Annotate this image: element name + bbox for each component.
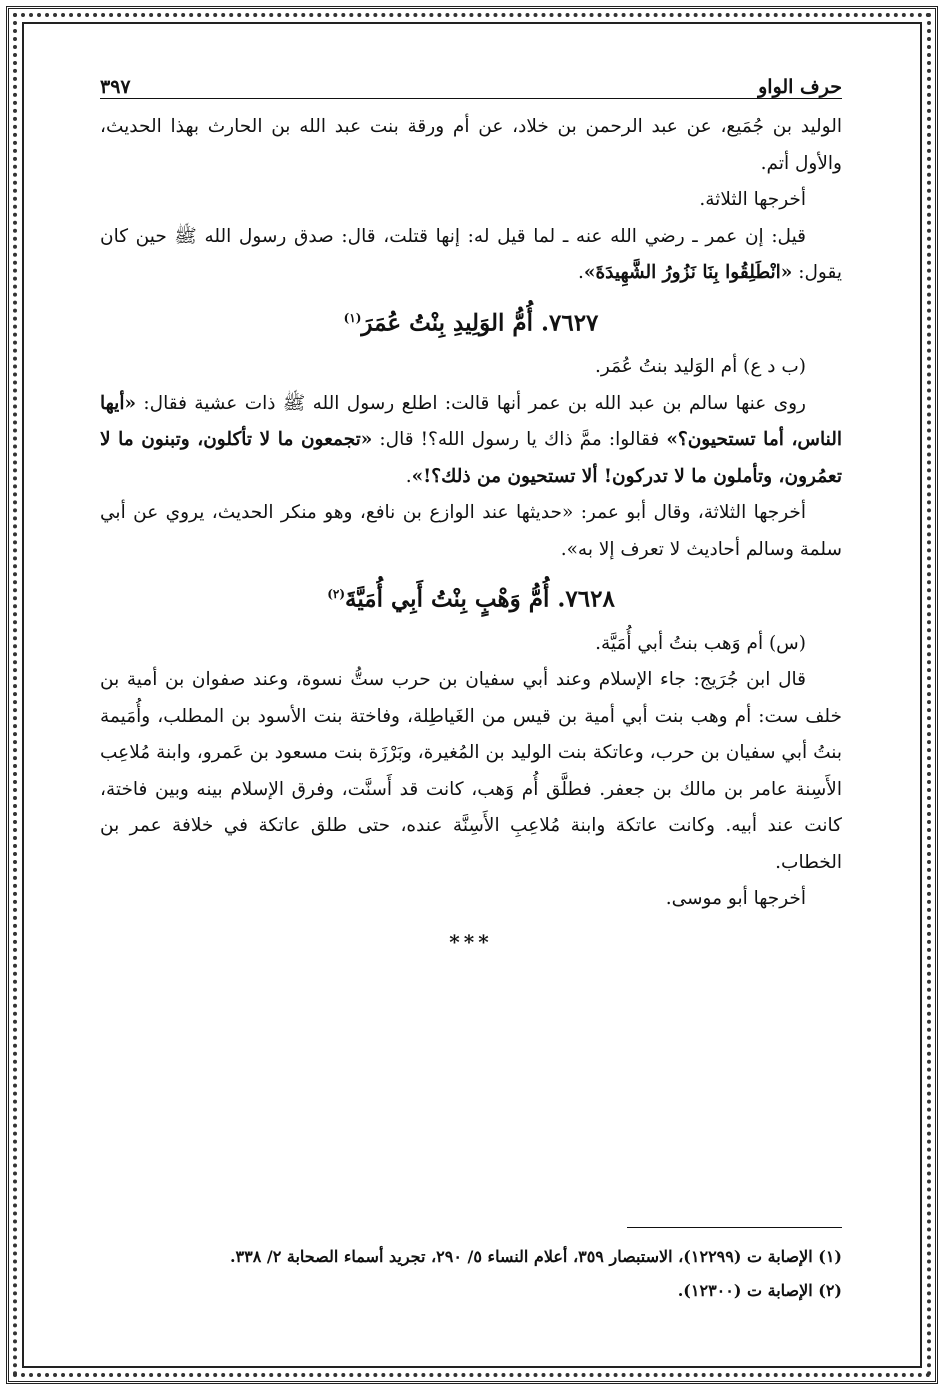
paragraph: الوليد بن جُمَيع، عن عبد الرحمن بن خلاد، عن أم ورقة بنت عبد الله بن الحارث بهذا الحديث، والأول أتم.: [100, 116, 842, 174]
entry-intro: (ب د ع) أم الوَليد بنتُ عُمَر.: [595, 356, 806, 378]
page-number: ٣٩٧: [100, 76, 131, 98]
paragraph: أخرجها الثلاثة، وقال أبو عمر: «حديثها عند الوازع بن نافع، وهو منكر الحديث، يروي عن أبي سلمة وسالم أحاديث لا تعرف إلا به».: [100, 502, 842, 560]
paragraph: [100, 386, 842, 496]
entry-heading: [100, 296, 842, 346]
section-separator: ***: [449, 929, 493, 954]
paragraph: أخرجها أبو موسى.: [665, 888, 806, 910]
running-header: [100, 58, 842, 99]
chapter-title: حرف الواو: [758, 76, 842, 98]
hadith-quote: «انْطَلِقُوا بِنَا نَزُورُ الشَّهِيدَةَ»: [583, 262, 793, 283]
footnotes: [100, 1227, 842, 1308]
paragraph: أخرجها الثلاثة.: [699, 189, 806, 210]
page-content: [100, 58, 842, 960]
entry-title: ٧٦٢٧. أُمُّ الوَلِيدِ بِنْتُ عُمَرَ: [361, 309, 599, 337]
entry-heading: [100, 572, 842, 622]
footnote: (٢) الإصابة ت (١٢٣٠٠).: [677, 1281, 842, 1300]
hadith-quote: «أيها الناس، أما تستحيون؟»: [100, 392, 843, 451]
paragraph: قال ابن جُرَيج: جاء الإسلام وعند أبي سفيان بن حرب ستُّ نسوة، وعند صفوان بن أمية بن خلف ست: أم وهب بنت أبي أمية بن قيس من الغَياطِلة، وفاختة بنت الأسود بن المطلب، وأُمَيمة بنتُ أبي سفيان بن حرب، وعاتكة بنت الوليد بن المُغيرة، وبَرْزَة بنت مسعود بن عَمرو، وابنة مُلاعِب الأَسِنة عامر بن مالك بن جعفر. فطلَّق أُم وَهب، كانت قد أَسنَّت، وفرق الإسلام بينه وبين فاختة، كانت عند أبيه. وكانت عاتكة وابنة مُلاعِبِ الأَسِنَّة عنده، حتى طلق عاتكة في خلافة عمر بن الخطاب.: [100, 669, 842, 873]
paragraph: [100, 219, 842, 292]
text-run: فقالوا: ممَّ ذاك يا رسول الله؟! قال:: [372, 429, 667, 451]
main-text: [100, 109, 842, 960]
text-run: .: [405, 465, 412, 487]
hadith-quote: «تجمعون ما لا تأكلون، وتبنون ما لا تعمُرون، وتأملون ما لا تدركون! ألا تستحيون من ذلك؟!»: [100, 429, 842, 487]
entry-title: ٧٦٢٨. أُمُّ وَهْبٍ بِنْتُ أَبِي أُمَيَّةَ: [345, 585, 615, 613]
footnote-rule: [627, 1227, 842, 1228]
text-run: قيل: إن عمر ـ رضي الله عنه ـ لما قيل له: إنها قتلت، قال: صدق رسول الله ﷺ حين كان يقول:: [100, 225, 842, 283]
entry-intro: (س) أم وَهب بنتُ أبي أُمَيَّة.: [595, 632, 806, 654]
footnote: (١) الإصابة ت (١٢٢٩٩)، الاستبصار ٣٥٩، أعلام النساء ٥/ ٢٩٠، تجريد أسماء الصحابة ٢/ ٣٣٨.: [229, 1247, 842, 1266]
text-run: روى عنها سالم بن عبد الله بن عمر أنها قالت: اطلع رسول الله ﷺ ذات عشية فقال:: [136, 392, 806, 414]
footnote-ref: (٢): [327, 587, 346, 602]
text-run: .: [578, 262, 584, 283]
footnote-ref: (١): [343, 310, 362, 325]
